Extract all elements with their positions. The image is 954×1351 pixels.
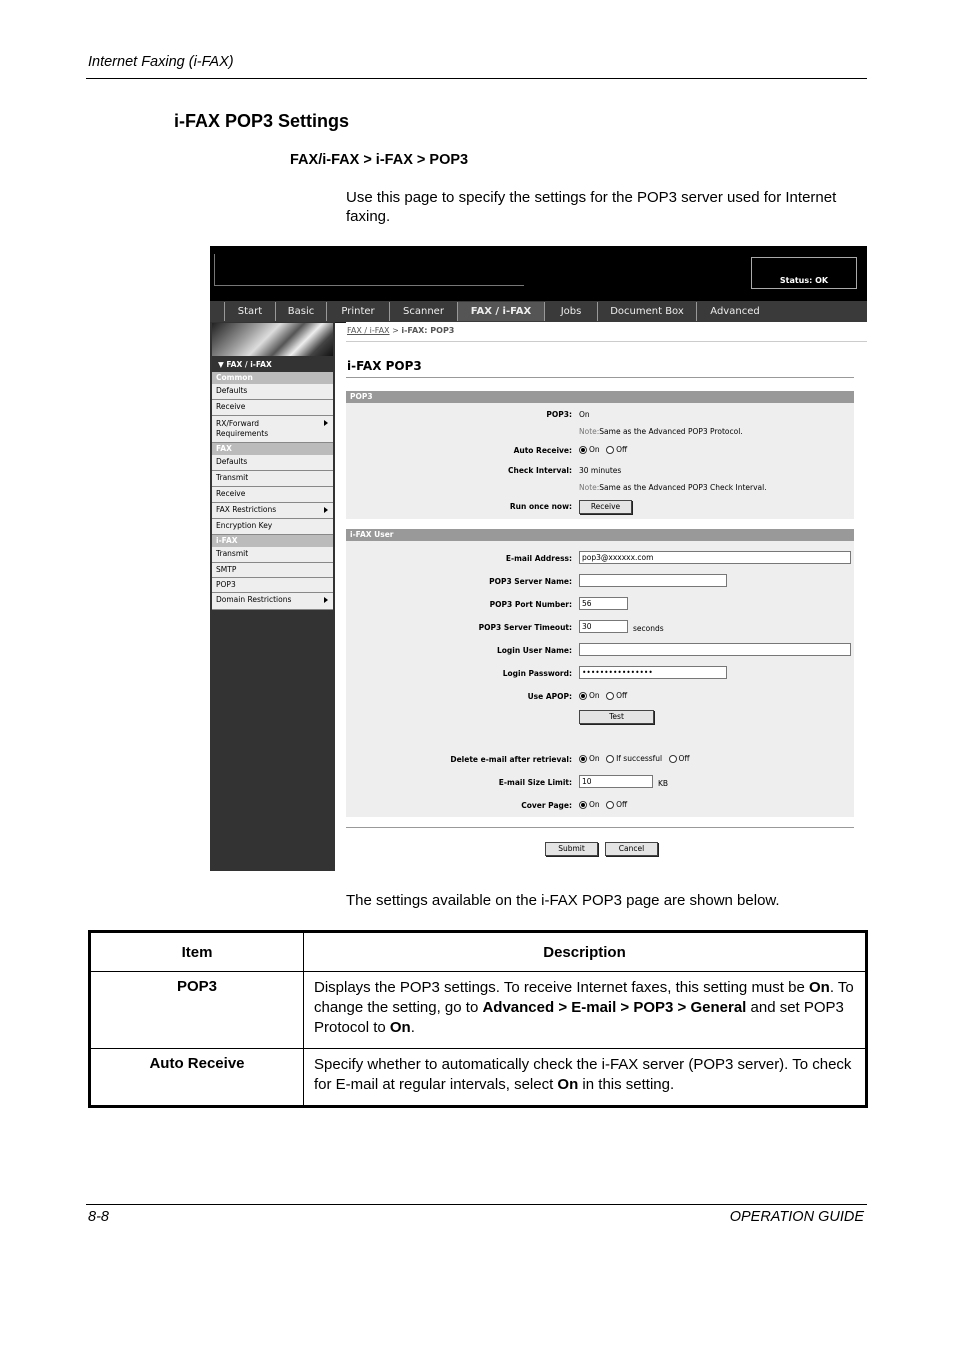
sidebar-item-common-receive[interactable]: Receive	[212, 400, 333, 416]
ifax-user-panel	[346, 541, 854, 817]
delete-radios: On If successful Off	[575, 754, 690, 763]
triangle-down-icon: ▼	[218, 360, 227, 369]
section-title: i-FAX POP3 Settings	[174, 111, 350, 131]
sidebar	[210, 322, 335, 871]
breadcrumb-rule	[346, 341, 867, 342]
tab-jobs[interactable]: Jobs	[544, 302, 597, 321]
running-title: Internet Faxing (i-FAX)	[88, 54, 234, 70]
row-item: POP3	[90, 972, 304, 1049]
delete-off-radio[interactable]	[669, 755, 677, 763]
tab-fax-ifax[interactable]: FAX / i-FAX	[457, 302, 544, 321]
auto-receive-radios: On Off	[575, 445, 627, 454]
check-interval-label: Check Interval:	[508, 466, 572, 475]
password-input[interactable]: ••••••••••••••••	[579, 666, 727, 679]
tab-basic[interactable]: Basic	[275, 302, 326, 321]
password-label: Login Password:	[502, 669, 572, 678]
guide-name: OPERATION GUIDE	[729, 1209, 864, 1225]
size-limit-label: E-mail Size Limit:	[498, 778, 572, 787]
run-once-label: Run once now:	[509, 502, 572, 511]
sidebar-group-ifax: i-FAX	[212, 535, 333, 547]
nav-bar	[210, 301, 867, 323]
sidebar-item-fax-transmit[interactable]: Transmit	[212, 471, 333, 487]
check-interval-value: 30 minutes	[579, 466, 622, 475]
sidebar-item-rx-forward[interactable]: RX/Forward Requirements	[212, 416, 333, 443]
auto-receive-label: Auto Receive:	[513, 446, 572, 455]
sidebar-item-fax-receive[interactable]: Receive	[212, 487, 333, 503]
header-rule	[86, 78, 867, 79]
row-item: Auto Receive	[90, 1049, 304, 1107]
apop-off-radio[interactable]	[606, 692, 614, 700]
sidebar-item-ifax-transmit[interactable]: Transmit	[212, 547, 333, 563]
tab-advanced[interactable]: Advanced	[696, 302, 773, 321]
cover-page-radios: On Off	[575, 800, 627, 809]
test-button[interactable]: Test	[579, 710, 654, 724]
pop3-value: On	[579, 410, 590, 419]
timeout-label: POP3 Server Timeout:	[478, 623, 572, 632]
note-2: Note:Same as the Advanced POP3 Check Interval.	[579, 483, 767, 492]
form-rule	[346, 827, 854, 828]
triangle-right-icon	[324, 420, 328, 426]
pop3-section-bar: POP3	[346, 391, 854, 403]
size-limit-input[interactable]: 10	[579, 775, 653, 788]
port-label: POP3 Port Number:	[489, 600, 572, 609]
tab-document-box[interactable]: Document Box	[597, 302, 696, 321]
email-input[interactable]: pop3@xxxxxx.com	[579, 551, 851, 564]
sidebar-item-encryption-key[interactable]: Encryption Key	[212, 519, 333, 535]
breadcrumb-link[interactable]: FAX / i-FAX	[347, 326, 390, 335]
table-row	[90, 1049, 867, 1107]
content-area	[346, 322, 867, 871]
row-description: Specify whether to automatically check the i-FAX server (POP3 server). To check for E-mail at regular intervals, select On in this setting.	[304, 1049, 867, 1107]
page-title: i-FAX POP3	[347, 359, 422, 373]
header-description: Description	[304, 932, 867, 972]
apop-on-radio[interactable]	[579, 692, 587, 700]
header-item: Item	[90, 932, 304, 972]
size-limit-unit: KB	[658, 779, 669, 788]
submit-button[interactable]: Submit	[545, 842, 598, 856]
top-banner	[210, 246, 867, 301]
email-label: E-mail Address:	[505, 554, 572, 563]
delete-on-radio[interactable]	[579, 755, 587, 763]
sidebar-item-domain-restrictions[interactable]: Domain Restrictions	[212, 593, 333, 610]
table-row	[90, 972, 867, 1049]
timeout-unit: seconds	[633, 624, 664, 633]
tab-start[interactable]: Start	[224, 302, 275, 321]
embedded-screenshot	[210, 246, 867, 871]
sidebar-group-common: Common	[212, 372, 333, 384]
pop3-panel	[346, 403, 854, 519]
page-number: 8-8	[88, 1209, 109, 1225]
apop-label: Use APOP:	[527, 692, 572, 701]
server-name-input[interactable]	[579, 574, 727, 587]
login-name-label: Login User Name:	[496, 646, 572, 655]
status-box: Status: OK	[751, 257, 857, 289]
menu-path: FAX/i-FAX > i-FAX > POP3	[290, 152, 469, 168]
sidebar-item-smtp[interactable]: SMTP	[212, 563, 333, 578]
intro-text: Use this page to specify the settings for the POP3 server used for Internet faxing.	[346, 189, 837, 225]
cancel-button[interactable]: Cancel	[605, 842, 658, 856]
server-name-label: POP3 Server Name:	[489, 577, 572, 586]
row-description: Displays the POP3 settings. To receive Internet faxes, this setting must be On. To change the setting, go to Advanced > E-mail > POP3 > General and set POP3 Protocol to On.	[304, 972, 867, 1049]
tab-scanner[interactable]: Scanner	[389, 302, 457, 321]
auto-receive-on-radio[interactable]	[579, 446, 587, 454]
auto-receive-off-radio[interactable]	[606, 446, 614, 454]
login-name-input[interactable]	[579, 643, 851, 656]
table-header-row	[90, 932, 867, 972]
delete-label: Delete e-mail after retrieval:	[450, 755, 572, 764]
receive-button[interactable]: Receive	[579, 500, 632, 514]
settings-table	[88, 930, 868, 1108]
breadcrumb-current: i-FAX: POP3	[401, 326, 455, 335]
apop-radios: On Off	[575, 691, 627, 700]
pop3-label: POP3:	[546, 410, 572, 419]
after-screenshot-text: The settings available on the i-FAX POP3 page are shown below.	[346, 892, 780, 909]
cover-on-radio[interactable]	[579, 801, 587, 809]
port-input[interactable]: 56	[579, 597, 628, 610]
cover-page-label: Cover Page:	[521, 801, 572, 810]
delete-if-successful-radio[interactable]	[606, 755, 614, 763]
cover-off-radio[interactable]	[606, 801, 614, 809]
breadcrumb: FAX / i-FAX > i-FAX: POP3	[347, 326, 455, 335]
triangle-right-icon	[324, 507, 328, 513]
sidebar-item-common-defaults[interactable]: Defaults	[212, 384, 333, 400]
sidebar-group-fax: FAX	[212, 443, 333, 455]
sidebar-item-fax-defaults[interactable]: Defaults	[212, 455, 333, 471]
footer-rule	[86, 1204, 867, 1205]
sidebar-item-pop3[interactable]: POP3	[212, 578, 333, 593]
sidebar-item-fax-restrictions[interactable]: FAX Restrictions	[212, 503, 333, 519]
title-rule	[346, 377, 854, 378]
ifax-user-section-bar: i-FAX User	[346, 529, 854, 541]
tab-printer[interactable]: Printer	[326, 302, 389, 321]
note-1: Note:Same as the Advanced POP3 Protocol.	[579, 427, 743, 436]
sidebar-root[interactable]: ▼ FAX / i-FAX	[218, 360, 272, 369]
sidebar-image	[212, 323, 333, 356]
triangle-right-icon	[324, 597, 328, 603]
timeout-input[interactable]: 30	[579, 620, 628, 633]
logo-area	[214, 254, 524, 286]
